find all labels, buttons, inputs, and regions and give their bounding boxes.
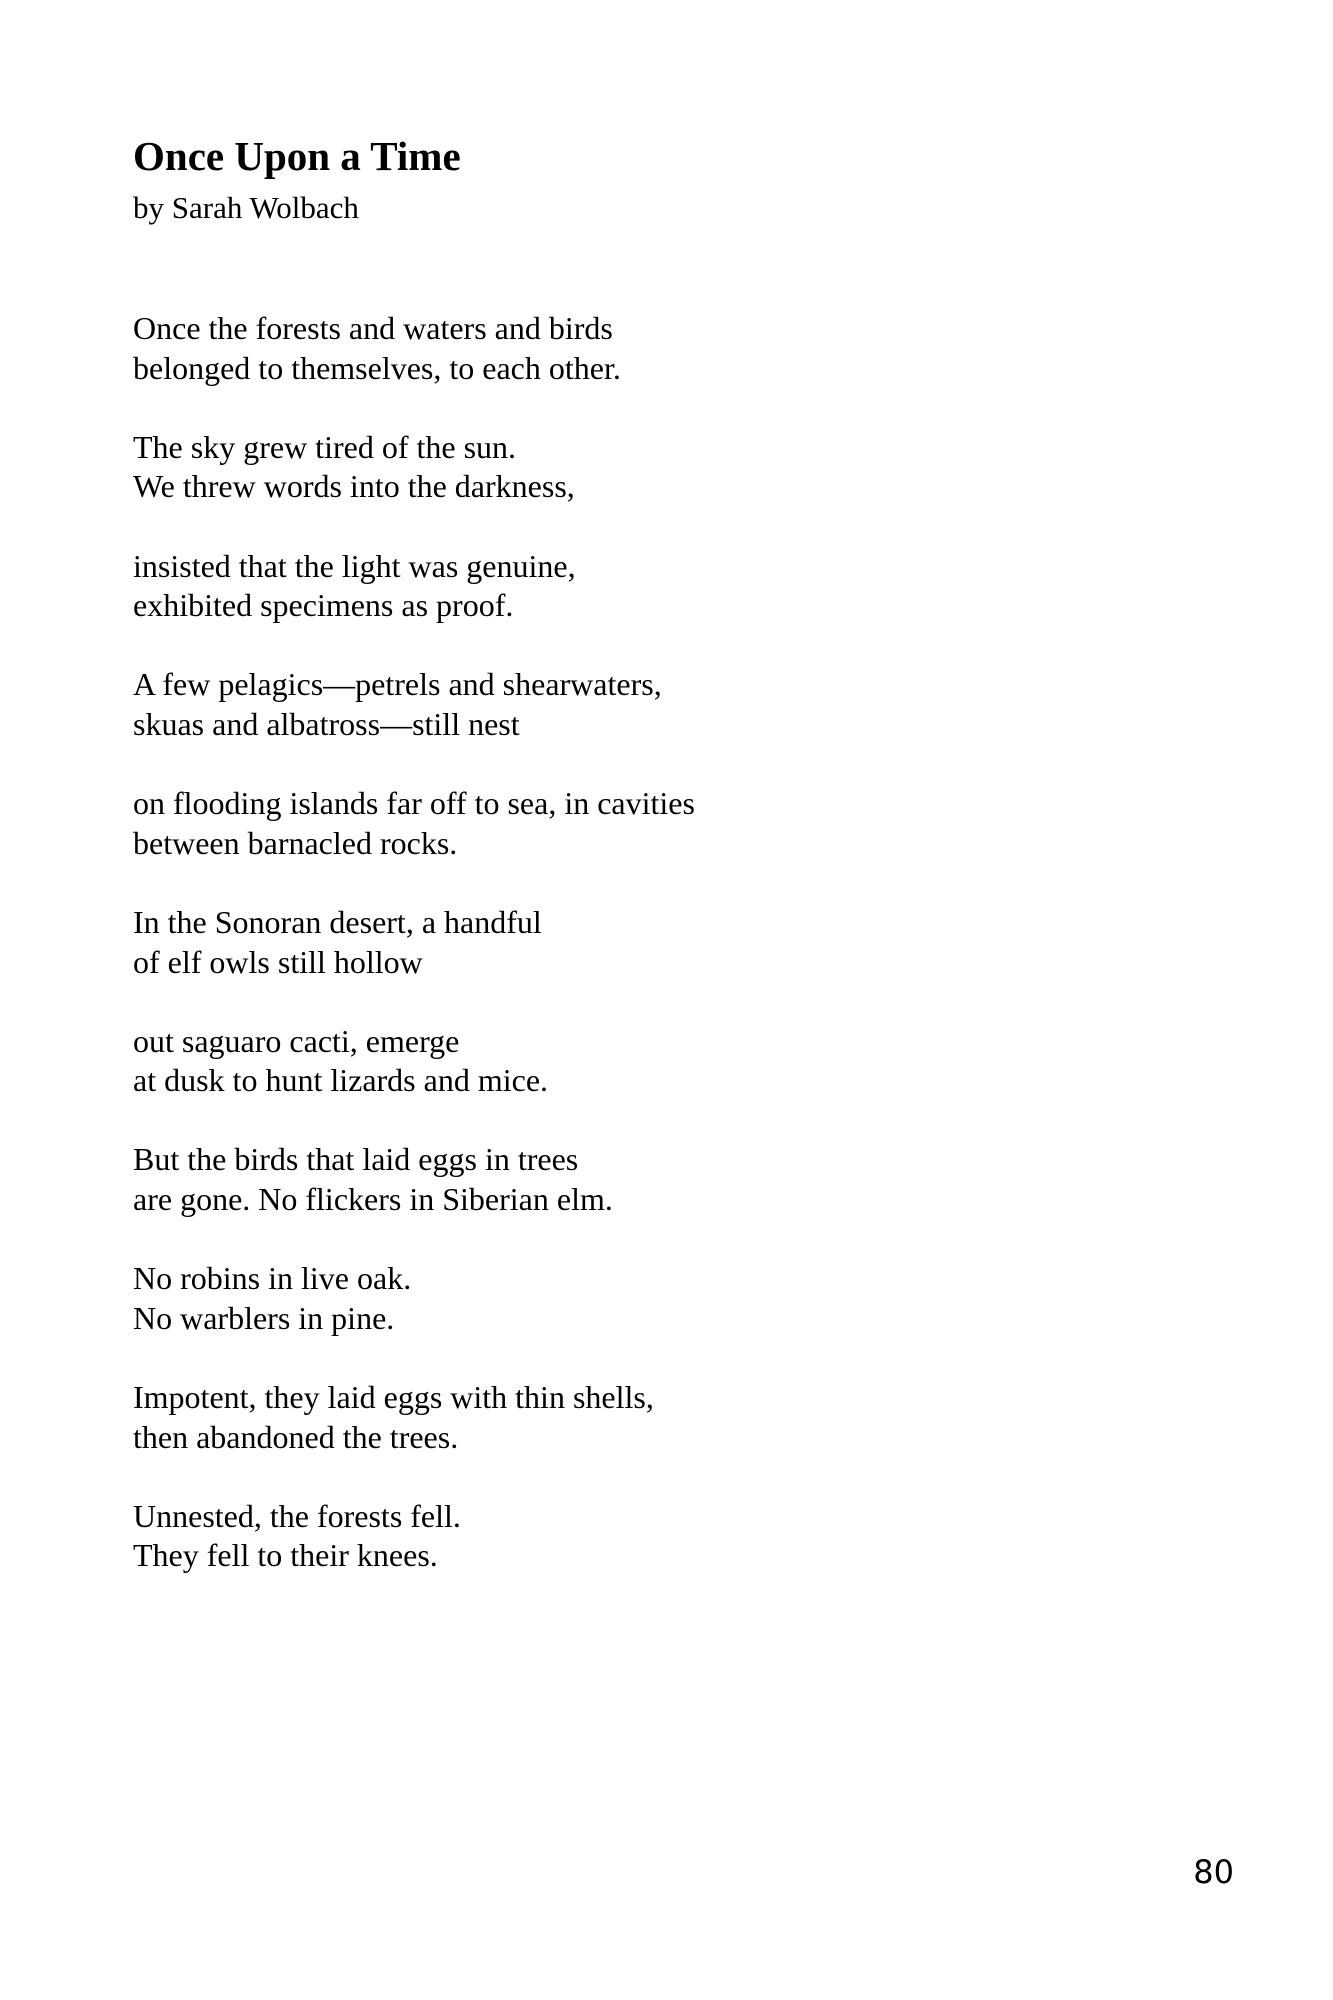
stanza bbox=[133, 1497, 695, 1576]
stanza bbox=[133, 665, 695, 744]
poem-line: Once the forests and waters and birds bbox=[133, 310, 613, 346]
poem-line: But the birds that laid eggs in trees bbox=[133, 1141, 579, 1178]
poem-line: We threw words into the darkness, bbox=[133, 468, 575, 505]
poem-line: at dusk to hunt lizards and mice. bbox=[133, 1062, 549, 1099]
page-number: 80 bbox=[1193, 1853, 1234, 1891]
stanza bbox=[133, 784, 695, 863]
poem-line: skuas and albatross—still nest bbox=[133, 705, 520, 742]
poem-line: belonged to themselves, to each other. bbox=[133, 349, 621, 386]
poem-line: of elf owls still hollow bbox=[133, 943, 423, 980]
poem-line: between barnacled rocks. bbox=[133, 824, 458, 861]
poem-line: are gone. No flickers in Siberian elm. bbox=[133, 1181, 613, 1218]
stanza bbox=[133, 1259, 695, 1338]
poem-line: on flooding islands far off to sea, in cavities bbox=[133, 785, 695, 822]
stanza bbox=[133, 309, 695, 388]
stanza bbox=[133, 1378, 695, 1457]
poem-byline: by Sarah Wolbach bbox=[133, 190, 359, 225]
poem-line: A few pelagics—petrels and shearwaters, bbox=[133, 666, 662, 703]
poem-line: In the Sonoran desert, a handful bbox=[133, 903, 542, 940]
stanza bbox=[133, 547, 695, 626]
poem-line: exhibited specimens as proof. bbox=[133, 587, 514, 624]
poem-line: No warblers in pine. bbox=[133, 1299, 395, 1336]
stanza bbox=[133, 1022, 695, 1101]
stanza bbox=[133, 1140, 695, 1219]
poem-line: No robins in live oak. bbox=[133, 1260, 412, 1297]
stanza bbox=[133, 428, 695, 507]
poem-body bbox=[133, 309, 695, 1616]
poem-line: The sky grew tired of the sun. bbox=[133, 428, 517, 465]
poem-line: insisted that the light was genuine, bbox=[133, 547, 576, 584]
stanza bbox=[133, 903, 695, 982]
poem-line: They fell to their knees. bbox=[133, 1537, 438, 1574]
poem-line: then abandoned the trees. bbox=[133, 1418, 459, 1455]
poem-line: out saguaro cacti, emerge bbox=[133, 1022, 460, 1059]
poem-line: Impotent, they laid eggs with thin shells, bbox=[133, 1379, 654, 1416]
poem-title: Once Upon a Time bbox=[133, 133, 461, 179]
poem-line: Unnested, the forests fell. bbox=[133, 1497, 461, 1534]
